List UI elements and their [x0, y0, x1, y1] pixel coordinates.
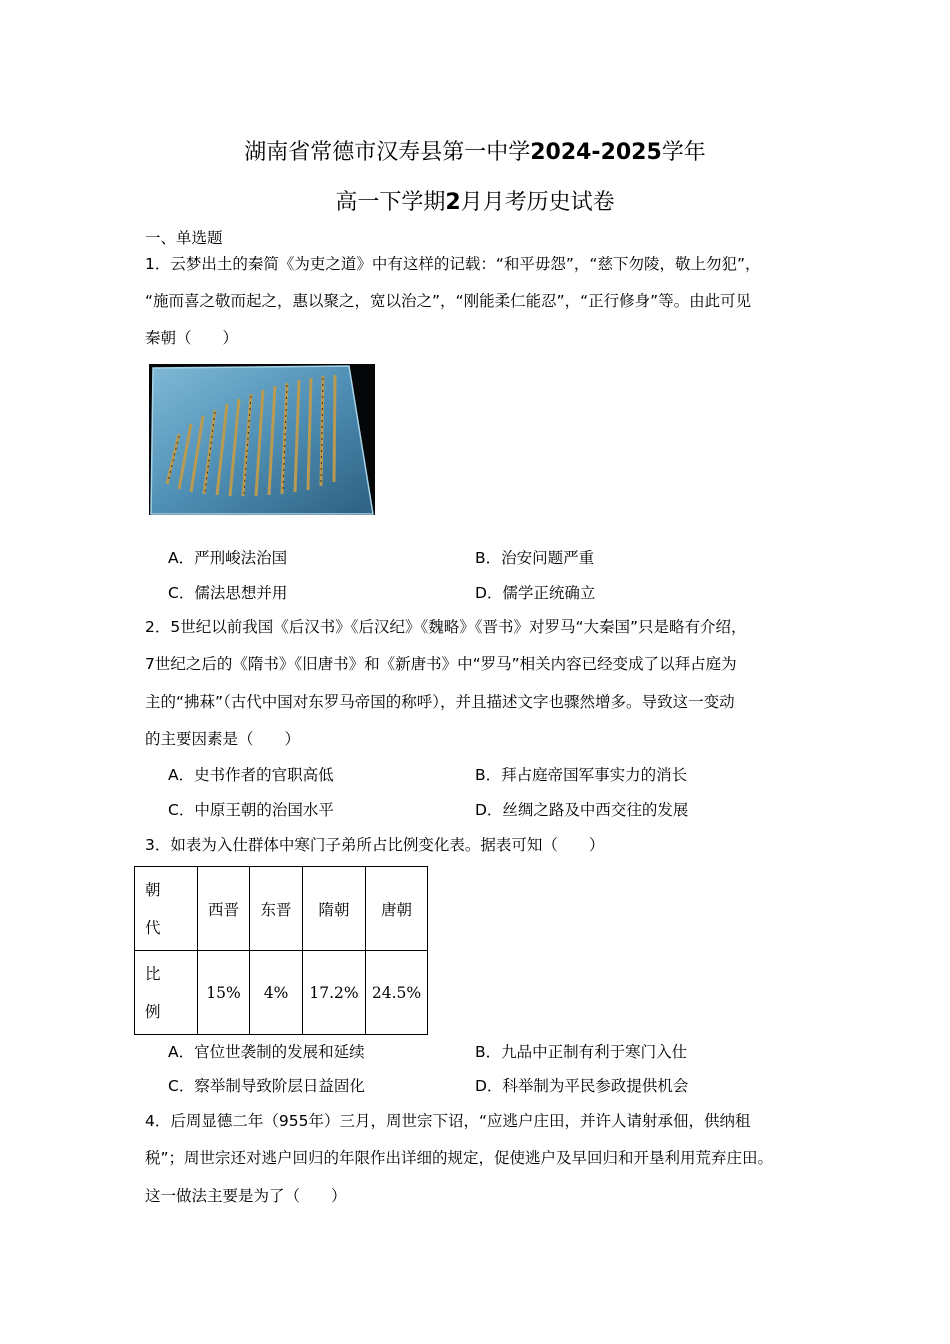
table-cell: 隋朝 [303, 867, 366, 951]
question-2-option-d[interactable]: D．丝绸之路及中西交往的发展 [475, 801, 689, 819]
question-3-option-d[interactable]: D．科举制为平民参政提供机会 [475, 1077, 689, 1095]
bamboo-slips-photo [149, 364, 375, 515]
question-3-option-c[interactable]: C．察举制导致阶层日益固化 [168, 1077, 365, 1095]
bamboo-slips-illustration [149, 364, 375, 515]
title-year: 2024-2025 [530, 140, 662, 165]
exam-title-line-1 [0, 135, 950, 166]
table-cell: 15% [198, 951, 250, 1035]
question-2-line-1: 2．5世纪以前我国《后汉书》《后汉纪》《魏略》《晋书》对罗马“大秦国”只是略有介绍， [145, 618, 747, 636]
exam-title-line-2 [0, 185, 950, 216]
question-1-option-d[interactable]: D．儒学正统确立 [475, 584, 596, 602]
question-3-line-1: 3．如表为入仕群体中寒门子弟所占比例变化表。据表可知（ ） [145, 836, 605, 854]
table-header-char: 比 [145, 964, 161, 983]
title-part: 湖南省常德市汉寿县第一中学 [244, 140, 531, 165]
data-table [134, 866, 428, 1035]
question-3-option-a[interactable]: A．官位世袭制的发展和延续 [168, 1043, 365, 1061]
table-cell: 西晋 [198, 867, 250, 951]
question-3-option-b[interactable]: B．九品中正制有利于寒门入仕 [475, 1043, 688, 1061]
table-header-char: 代 [145, 918, 161, 937]
question-2-line-2: 7世纪之后的《隋书》《旧唐书》和《新唐书》中“罗马”相关内容已经变成了以拜占庭为 [145, 655, 737, 673]
section-heading: 一、单选题 [145, 229, 223, 247]
question-2-option-b[interactable]: B．拜占庭帝国军事实力的消长 [475, 766, 688, 784]
question-1-line-2: “施而喜之敬而起之，惠以聚之，宽以治之”，“刚能柔仁能忍”，“正行修身”等。由此可见 [145, 292, 752, 310]
table-row [135, 951, 428, 1035]
question-2-option-c[interactable]: C．中原王朝的治国水平 [168, 801, 334, 819]
table-row-header [135, 951, 198, 1035]
question-2-line-3: 主的“拂菻”（古代中国对东罗马帝国的称呼），并且描述文字也骤然增多。导致这一变动 [145, 693, 735, 711]
table-row-header [135, 867, 198, 951]
question-1-option-c[interactable]: C．儒法思想并用 [168, 584, 288, 602]
table-cell: 17.2% [303, 951, 366, 1035]
table-cell: 4% [250, 951, 303, 1035]
question-4-line-1: 4．后周显德二年（955年）三月，周世宗下诏，“应逃户庄田，并许人请射承佃，供纳租 [145, 1112, 751, 1130]
question-1-line-3: 秦朝（ ） [145, 329, 239, 347]
table-header-char: 朝 [145, 880, 161, 899]
title-month: 2 [445, 190, 461, 215]
table-cell: 24.5% [366, 951, 428, 1035]
table-row [135, 867, 428, 951]
question-1-line-1: 1．云梦出土的秦简《为吏之道》中有这样的记载：“和平毋怨”，“慈下勿陵，敬上勿犯”， [145, 255, 761, 273]
title-part: 学年 [661, 140, 706, 165]
title-part: 高一下学期 [335, 190, 446, 215]
question-4-line-2: 税”；周世宗还对逃户回归的年限作出详细的规定，促使逃户及早回归和开垦利用荒弃庄田。 [145, 1149, 774, 1167]
table-cell: 东晋 [250, 867, 303, 951]
question-1-option-b[interactable]: B．治安问题严重 [475, 549, 595, 567]
question-1-option-a[interactable]: A．严刑峻法治国 [168, 549, 288, 567]
question-2-option-a[interactable]: A．史书作者的官职高低 [168, 766, 334, 784]
question-4-line-3: 这一做法主要是为了（ ） [145, 1187, 347, 1205]
title-part: 月月考历史试卷 [460, 190, 615, 215]
table-cell: 唐朝 [366, 867, 428, 951]
table-header-char: 例 [145, 1002, 161, 1021]
question-2-line-4: 的主要因素是（ ） [145, 730, 301, 748]
